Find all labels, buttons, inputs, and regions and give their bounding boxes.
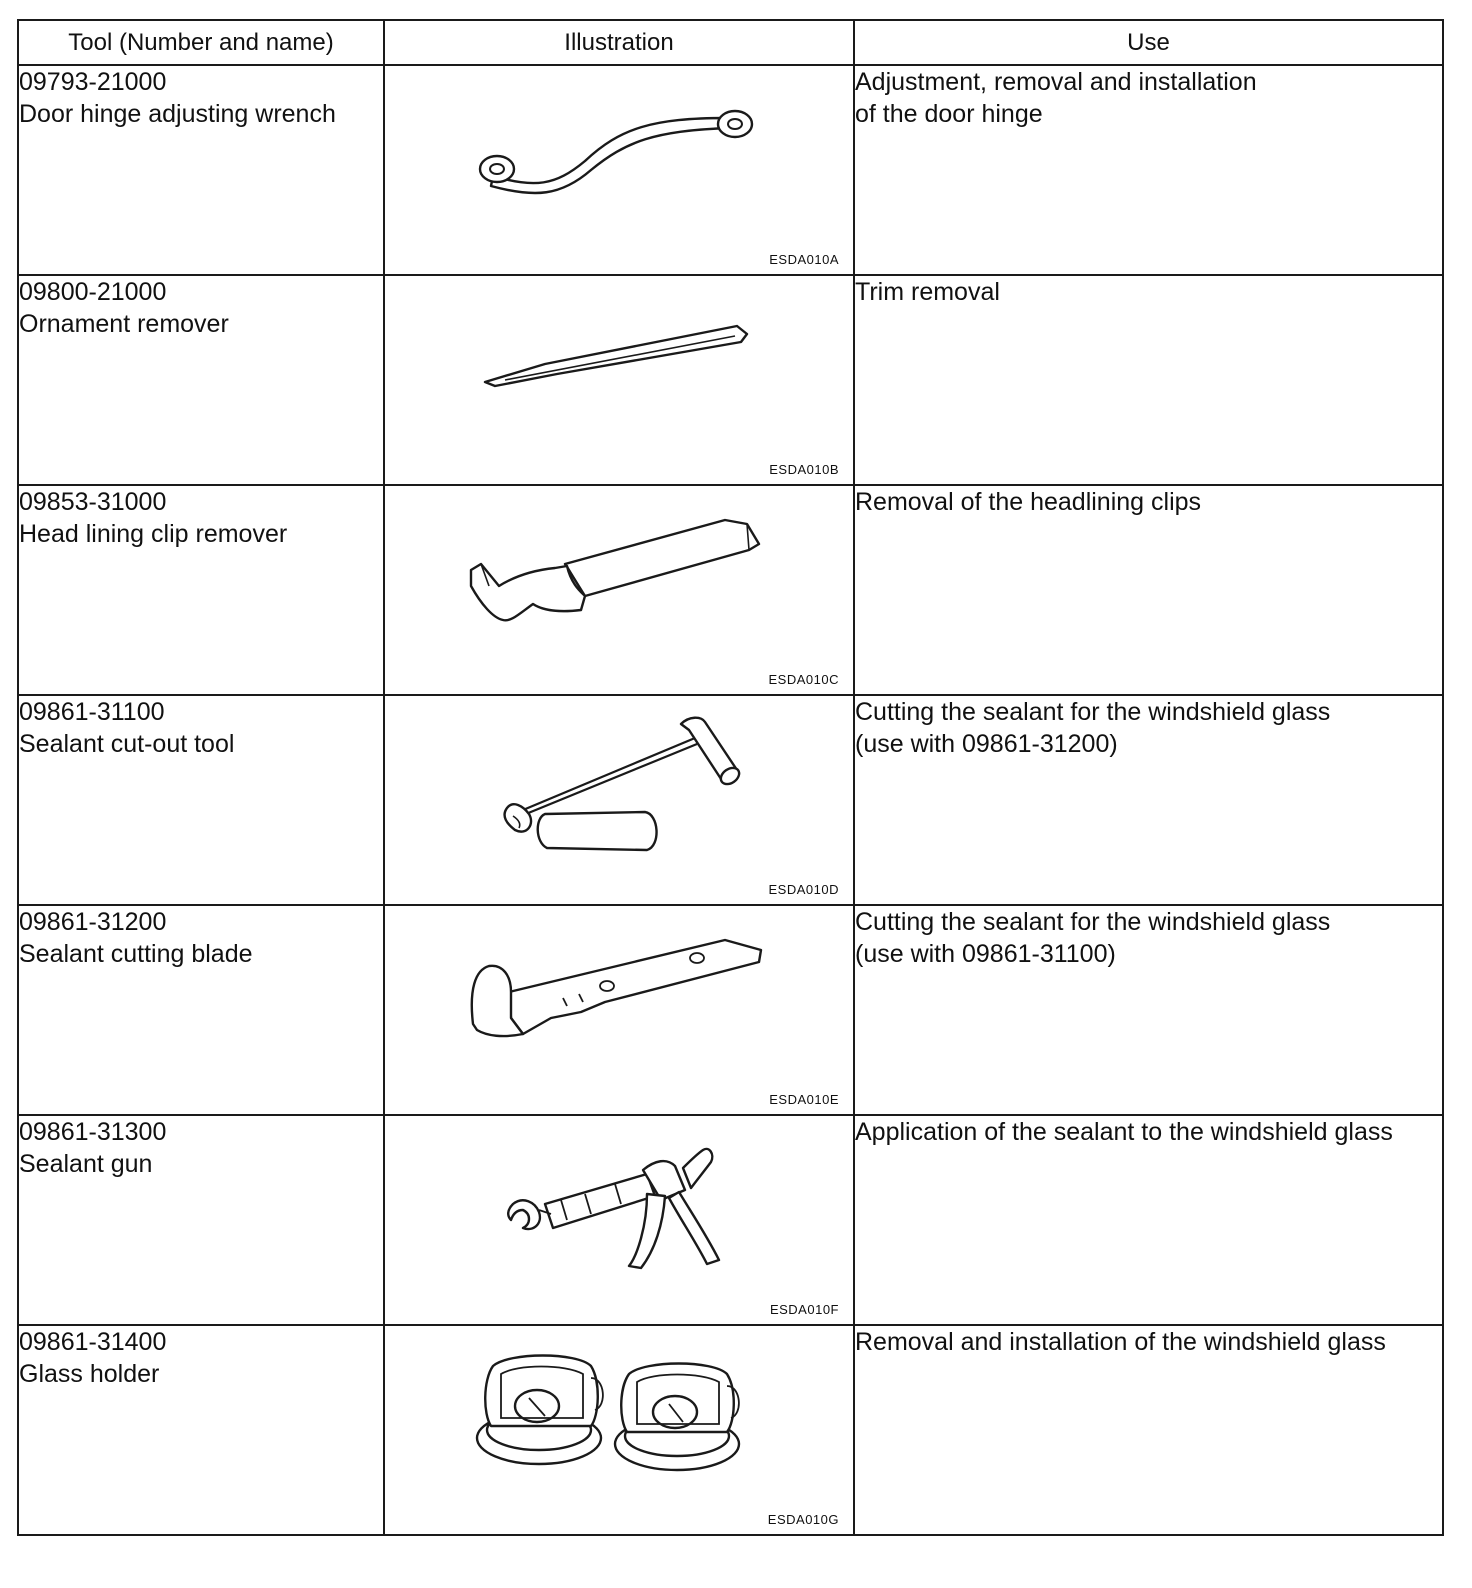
tool-name: Sealant cutting blade <box>19 940 253 968</box>
figure-code: ESDA010D <box>768 882 839 897</box>
use-line: Removal of the headlining clips <box>855 488 1202 516</box>
tool-number: 09800-21000 <box>19 278 167 306</box>
figure-code: ESDA010B <box>769 462 839 477</box>
use-line: (use with 09861-31200) <box>855 730 1118 758</box>
header-illustration: Illustration <box>384 20 854 65</box>
use-line: Cutting the sealant for the windshield glass <box>855 908 1331 936</box>
tool-cell <box>18 695 384 905</box>
use-line: of the door hinge <box>855 100 1043 128</box>
use-line: Adjustment, removal and installation <box>855 68 1257 96</box>
tool-name: Door hinge adjusting wrench <box>19 100 336 128</box>
figure-code: ESDA010G <box>767 1512 839 1527</box>
illustration-cell <box>384 905 854 1115</box>
use-line: Cutting the sealant for the windshield glass <box>855 698 1331 726</box>
table-row <box>18 905 1443 1115</box>
sealant-gun-icon <box>385 1116 855 1324</box>
use-cell <box>854 905 1443 1115</box>
tool-cell <box>18 485 384 695</box>
tool-number: 09793-21000 <box>19 68 167 96</box>
table-row <box>18 1325 1443 1535</box>
illustration-cell <box>384 65 854 275</box>
illustration-cell <box>384 695 854 905</box>
header-use: Use <box>854 20 1443 65</box>
tool-number: 09861-31200 <box>19 908 167 936</box>
glass-holder-icon <box>385 1326 855 1534</box>
tool-number: 09861-31300 <box>19 1118 167 1146</box>
use-line: Application of the sealant to the windshield glass <box>855 1118 1393 1146</box>
illustration-cell <box>384 485 854 695</box>
door-hinge-wrench-icon <box>385 66 855 274</box>
use-cell <box>854 275 1443 485</box>
ornament-remover-icon <box>385 276 855 484</box>
use-cell <box>854 1115 1443 1325</box>
sealant-cutout-tool-icon <box>385 696 855 904</box>
tool-name: Sealant cut-out tool <box>19 730 235 758</box>
special-tools-table <box>17 19 1444 1536</box>
figure-code: ESDA010E <box>769 1092 839 1107</box>
use-cell <box>854 485 1443 695</box>
tool-name: Glass holder <box>19 1360 160 1388</box>
illustration-cell <box>384 1115 854 1325</box>
use-line: Trim removal <box>855 278 1000 306</box>
tool-cell <box>18 1115 384 1325</box>
table-row <box>18 275 1443 485</box>
tool-number: 09853-31000 <box>19 488 167 516</box>
table-row <box>18 695 1443 905</box>
table-row <box>18 65 1443 275</box>
figure-code: ESDA010A <box>769 252 839 267</box>
header-tool: Tool (Number and name) <box>18 20 384 65</box>
illustration-cell <box>384 275 854 485</box>
table-row <box>18 485 1443 695</box>
use-line: Removal and installation of the windshield glass <box>855 1328 1386 1356</box>
figure-code: ESDA010F <box>769 1302 839 1317</box>
tool-name: Head lining clip remover <box>19 520 288 548</box>
sealant-cutting-blade-icon <box>385 906 855 1114</box>
illustration-cell <box>384 1325 854 1535</box>
tool-number: 09861-31400 <box>19 1328 167 1356</box>
tool-cell <box>18 905 384 1115</box>
use-cell <box>854 695 1443 905</box>
clip-remover-icon <box>385 486 855 694</box>
tool-name: Ornament remover <box>19 310 229 338</box>
tool-cell <box>18 275 384 485</box>
tool-number: 09861-31100 <box>19 698 165 726</box>
tool-name: Sealant gun <box>19 1150 153 1178</box>
use-line: (use with 09861-31100) <box>855 940 1116 968</box>
table-row <box>18 1115 1443 1325</box>
figure-code: ESDA010C <box>768 672 839 687</box>
table-header-row <box>18 20 1443 65</box>
tool-cell <box>18 65 384 275</box>
use-cell <box>854 65 1443 275</box>
tool-cell <box>18 1325 384 1535</box>
use-cell <box>854 1325 1443 1535</box>
